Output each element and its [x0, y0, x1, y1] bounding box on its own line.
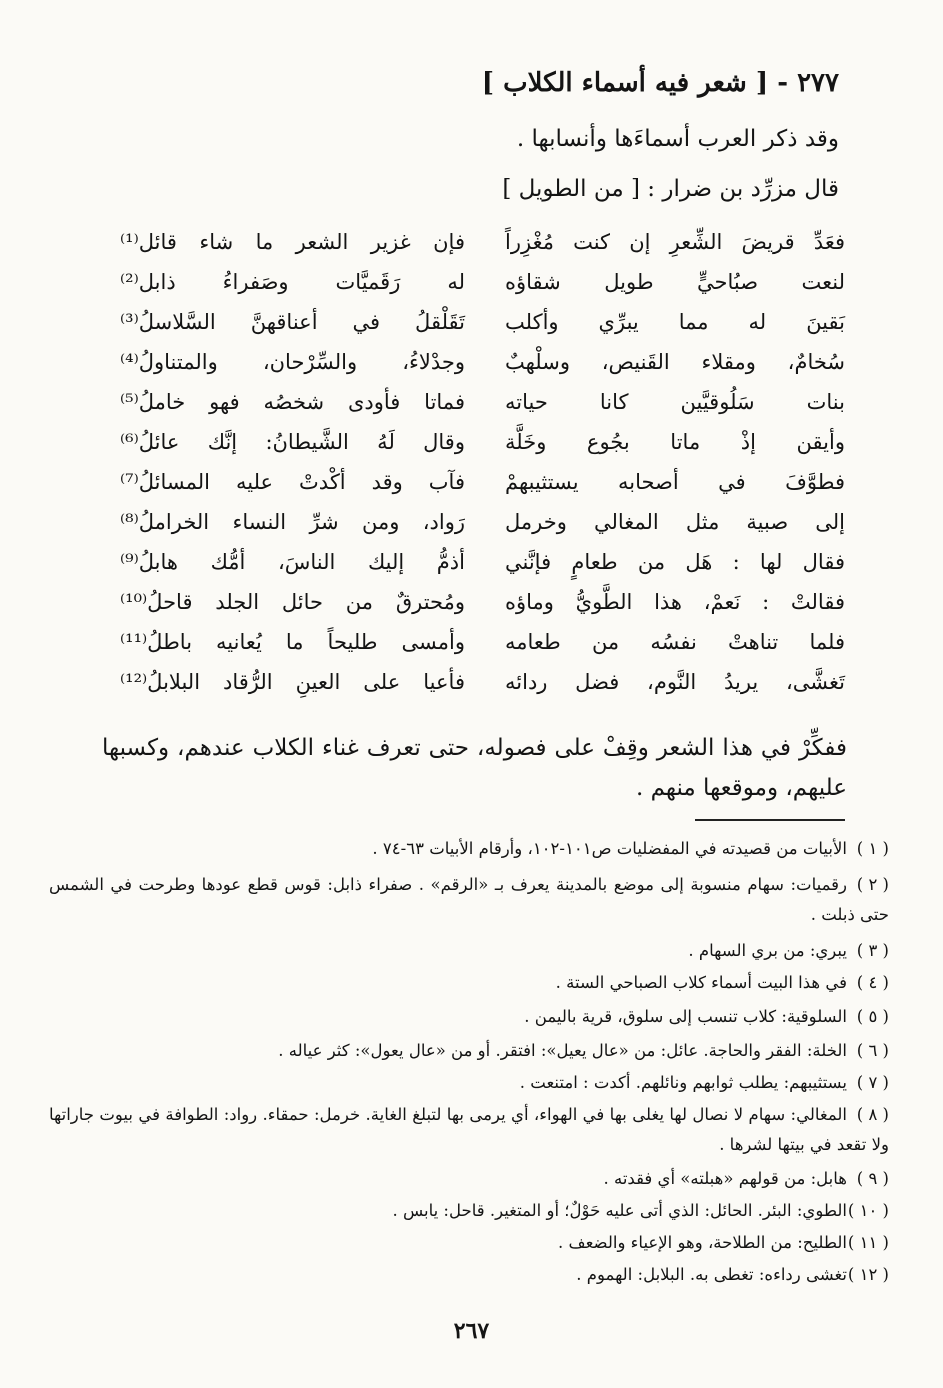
verse-first-half: فلما تناهتْ نفسُه من طعامه: [505, 630, 845, 654]
verse-line: [105, 510, 845, 548]
verse-line: [105, 270, 845, 308]
page-number: ٢٦٧: [453, 1318, 490, 1344]
footnote-number: ( ٣ ): [856, 941, 889, 960]
verse-line: [105, 590, 845, 628]
verse-first-half: فقالتْ : نَعمْ، هذا الطَّويُّ وماؤه: [505, 590, 845, 614]
intro-line: وقد ذكر العرب أسماءَها وأنسابها .: [516, 126, 839, 152]
verse-second-half: ومُحترقٌ من حائل الجلد قاحلُ⁽¹⁰⁾: [120, 590, 465, 614]
verse-second-half: له رَقَميَّات وصَفراءُ ذابل⁽²⁾: [120, 270, 465, 294]
footnote-text: المغالي: سهام لا نصال لها يغلى بها في الهواء، أي يرمى بها لتبلغ الغاية. خرمل: حمقاء. رواد: الطوافة في بيوت جاراتها ولا تقعد في بيتها لشرها .: [49, 1105, 889, 1154]
footnote-number: ( ٩ ): [856, 1169, 889, 1188]
footnote-number: ( ١١ ): [847, 1233, 889, 1252]
footnote-number: ( ٨ ): [856, 1105, 889, 1124]
poet-attribution: قال مزرِّد بن ضرار : [ من الطويل ]: [502, 176, 839, 202]
section-heading: ٢٧٧ - [ شعر فيه أسماء الكلاب ]: [481, 68, 839, 98]
footnote: [49, 834, 889, 864]
footnote-number: ( ٥ ): [856, 1007, 889, 1026]
footnote-number: ( ١٢ ): [847, 1265, 889, 1284]
verse-first-half: فقال لها : هَل من طعامٍ فإنَّني: [505, 550, 845, 574]
footnote: [49, 1196, 889, 1226]
footnote-text: في هذا البيت أسماء كلاب الصباحي الستة .: [555, 973, 847, 992]
verse-second-half: فإن غزير الشعر ما شاء قائل⁽¹⁾: [120, 230, 465, 254]
verse-first-half: فطوَّفَ في أصحابه يستثيبهمْ: [505, 470, 845, 494]
footnote-text: السلوقية: كلاب تنسب إلى سلوق، قرية باليمن .: [524, 1007, 847, 1026]
verse-first-half: سُخامٌ، ومقلاء القَنيص، وسلْهبٌ: [505, 350, 845, 374]
footnote: [49, 1260, 889, 1290]
verse-second-half: وقال لَهُ الشَّيطانُ: إنَّك عائلُ⁽⁶⁾: [120, 430, 465, 454]
verse-second-half: وأمسى طليحاً ما يُعانيه باطلُ⁽¹¹⁾: [120, 630, 465, 654]
footnote: [49, 1100, 889, 1160]
verse-line: [105, 310, 845, 348]
footnote-number: ( ١ ): [856, 839, 889, 858]
footnote: [49, 1164, 889, 1194]
verse-line: [105, 350, 845, 388]
verse-first-half: تَغشَّى، يريدُ النَّوم، فضل ردائه: [505, 670, 845, 694]
footnote: [49, 968, 889, 998]
verse-second-half: فأعيا على العينِ الرُّقاد البلابلُ⁽¹²⁾: [120, 670, 465, 694]
verse-second-half: وجدْلاءُ، والسِّرْحان، والمتناولُ⁽⁴⁾: [120, 350, 465, 374]
verse-second-half: فآب وقد أكْدتْ عليه المسائلُ⁽⁷⁾: [120, 470, 465, 494]
verse-line: [105, 670, 845, 708]
verse-first-half: إلى صبية مثل المغالي وخرمل: [505, 510, 845, 534]
verse-second-half: تَقَلْقلُ في أعناقهنَّ السَّلاسلُ⁽³⁾: [120, 310, 465, 334]
footnote-number: ( ١٠ ): [847, 1201, 889, 1220]
footnote: [49, 936, 889, 966]
verse-second-half: أذمُّ إليك الناسَ، أمُّك هابلُ⁽⁹⁾: [120, 550, 465, 574]
footnote: [49, 870, 889, 930]
footnote-text: يستثيبهم: يطلب ثوابهم ونائلهم. أكدت : امتنعت .: [519, 1073, 847, 1092]
footnote: [49, 1036, 889, 1066]
verse-second-half: رَواد، ومن شرِّ النساء الخراملُ⁽⁸⁾: [120, 510, 465, 534]
footnote: [49, 1002, 889, 1032]
verse-first-half: وأيقن إذْ ماتا بجُوع وخَلَّة: [505, 430, 845, 454]
verse-line: [105, 430, 845, 468]
footnote-text: هابل: من قولهم «هبلته» أي فقدته .: [603, 1169, 847, 1188]
footnote-divider: [695, 819, 845, 821]
verse-first-half: لنعت صبُاحيٍّ طويل شقاؤه: [505, 270, 845, 294]
verse-line: [105, 230, 845, 268]
footnote-text: الأبيات من قصيدته في المفضليات ص١٠١-١٠٢، وأرقام الأبيات ٦٣-٧٤ .: [372, 839, 847, 858]
footnote: [49, 1228, 889, 1258]
footnote: [49, 1068, 889, 1098]
footnote-text: الطليح: من الطلاحة، وهو الإعياء والضعف .: [558, 1233, 847, 1252]
verse-second-half: فماتا فأودى شخصُه فهو خاملُ⁽⁵⁾: [120, 390, 465, 414]
footnote-text: تغشى رداءه: تغطى به. البلابل: الهموم .: [576, 1265, 847, 1284]
footnote-number: ( ٧ ): [856, 1073, 889, 1092]
footnote-number: ( ٦ ): [856, 1041, 889, 1060]
footnote-text: يبري: من بري السهام .: [688, 941, 847, 960]
commentary-paragraph: ففكِّرْ في هذا الشعر وقِفْ على فصوله، حتى تعرف غناء الكلاب عندهم، وكسبها عليهم، وموقعها منهم .: [102, 735, 847, 801]
footnote-text: الطوي: البئر. الحائل: الذي أتى عليه حَوْلٌ؛ أو المتغير. قاحل: يابس .: [392, 1201, 847, 1220]
verse-line: [105, 470, 845, 508]
footnote-number: ( ٤ ): [856, 973, 889, 992]
footnote-text: رقميات: سهام منسوبة إلى موضع بالمدينة يعرف بـ «الرقم» . صفراء ذابل: قوس قطع عودها وطرحت في الشمس حتى ذبلت .: [49, 875, 889, 924]
footnote-text: الخلة: الفقر والحاجة. عائل: من «عال يعيل»: افتقر. أو من «عال يعول»: كثر عياله .: [278, 1041, 847, 1060]
verse-line: [105, 630, 845, 668]
verse-first-half: بَقينَ له مما يبرِّي وأكلب: [505, 310, 845, 334]
footnote-number: ( ٢ ): [856, 875, 889, 894]
verse-line: [105, 550, 845, 588]
verse-first-half: بنات سَلُوقيَّين كانا حياته: [505, 390, 845, 414]
verse-first-half: فعَدِّ قريضَ الشِّعرِ إن كنت مُغْزِراً: [505, 230, 845, 254]
verse-line: [105, 390, 845, 428]
